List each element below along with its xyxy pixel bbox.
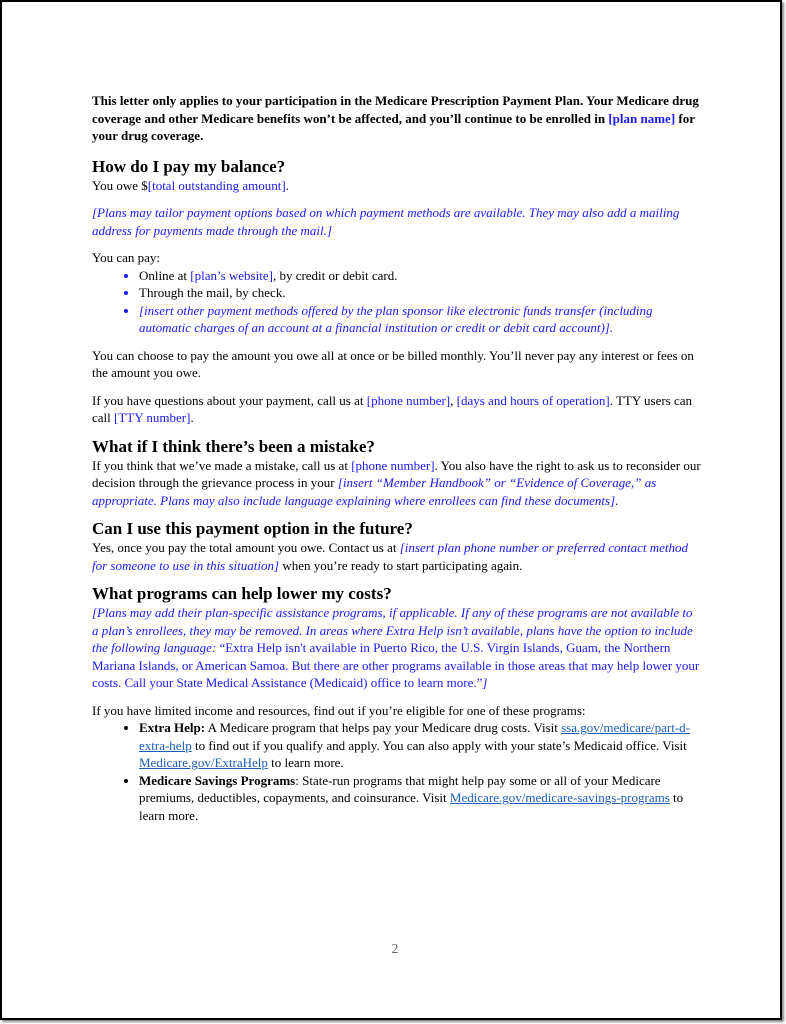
plan-website-placeholder: [plan’s website] bbox=[190, 267, 273, 283]
days-hours-placeholder: [days and hours of operation] bbox=[456, 392, 610, 408]
choose-paragraph: You can choose to pay the amount you owe all at once or be billed monthly. You’ll never pay any interest or fees on the amount you owe. bbox=[92, 347, 694, 380]
list-item: • [insert other payment methods offered by the plan sponsor like electronic funds transfer (including automatic charges of an account at a financial institution or credit or debit card account)]. bbox=[139, 302, 702, 337]
questions-paragraph: If you have questions about your payment, call us at [phone number], [days and hours of operation]. TTY users can call [TTY number]. bbox=[92, 392, 693, 425]
list-item: • Online at [plan’s website], by credit or debit card. bbox=[139, 267, 702, 285]
phone-number-placeholder: [phone number] bbox=[351, 457, 435, 473]
heading-future: Can I use this payment option in the future? bbox=[92, 519, 413, 538]
savings-programs-label: Medicare Savings Programs bbox=[139, 772, 296, 788]
ssa-extra-help-link[interactable]: ssa.gov/medicare/part-d-extra-help bbox=[139, 720, 690, 753]
tailor-note: [Plans may tailor payment options based on which payment methods are available. They may also add a mailing address for payments made through the mail.] bbox=[92, 205, 680, 238]
contact-method-placeholder: [insert plan phone number or preferred contact method for someone to use in this situation] bbox=[92, 540, 688, 573]
heading-pay-balance: How do I pay my balance? bbox=[92, 156, 286, 176]
tty-number-placeholder: [TTY number] bbox=[114, 410, 191, 425]
mistake-paragraph: If you think that we’ve made a mistake, call us at [phone number]. You also have the right to ask us to reconsider our decision through the grievance process in your [insert “Member Handbook” or “Evidence of Coverage,” as appropriate. Plans may also include language explaining where enrollees can find these documents]. bbox=[92, 457, 701, 508]
outstanding-amount-placeholder: [total outstanding amount] bbox=[147, 177, 286, 193]
plan-name-placeholder: [plan name] bbox=[608, 110, 676, 126]
can-pay-label: You can pay: bbox=[92, 250, 161, 265]
owe-line: You owe $[total outstanding amount]. bbox=[92, 177, 289, 193]
heading-mistake: What if I think there’s been a mistake? bbox=[92, 436, 375, 456]
intro-text-end: for your drug coverage. bbox=[92, 110, 695, 143]
phone-number-placeholder: [phone number] bbox=[366, 392, 451, 408]
limited-income-paragraph: If you have limited income and resources, find out if you’re eligible for one of these programs: bbox=[92, 702, 586, 718]
intro-text: This letter only applies to your participation in the Medicare Prescription Payment Plan. Your Medicare drug coverage and other Medicare benefits won’t be affected, and you’ll continue to be enrolled in bbox=[92, 93, 699, 126]
page-number: 2 bbox=[391, 942, 399, 957]
page-content bbox=[92, 92, 702, 824]
payment-methods-list bbox=[92, 267, 702, 337]
heading-programs: What programs can help lower my costs? bbox=[92, 584, 392, 603]
future-paragraph: Yes, once you pay the total amount you owe. Contact us at [insert plan phone number or preferred contact method for someone to use in this situation] when you’re ready to start participating again. bbox=[92, 540, 688, 573]
list-item: • Through the mail, by check. bbox=[139, 284, 702, 302]
programs-list bbox=[92, 719, 702, 824]
member-handbook-placeholder: [insert “Member Handbook” or “Evidence of Coverage,” as appropriate. Plans may also include language explaining where enrollees can find these documents] bbox=[92, 475, 657, 508]
extra-help-label: Extra Help: bbox=[139, 720, 206, 735]
list-item: • Medicare Savings Programs: State-run programs that might help pay some or all of your Medicare premiums, deductibles, copayments, and coinsurance. Visit Medicare.gov/medicare-savings-programs to learn more. bbox=[139, 772, 702, 825]
medicare-savings-programs-link[interactable]: Medicare.gov/medicare-savings-programs bbox=[449, 790, 670, 805]
list-item: • Extra Help: A Medicare program that helps pay your Medicare drug costs. Visit ssa.gov/medicare/part-d-extra-help to find out if you qualify and apply. You can also apply with your state’s Medicaid office. Visit Medicare.gov/ExtraHelp to learn more. bbox=[139, 719, 702, 772]
intro-paragraph bbox=[92, 92, 702, 145]
programs-note: [Plans may add their plan-specific assistance programs, if applicable. If any of these programs are not available to a plan’s enrollees, they may be removed. In areas where Extra Help isn’t available, plans have the option to include the following language: “Extra Help isn't available in Puerto Rico, the U.S. Virgin Islands, Guam, the Northern Mariana Islands, or American Samoa. But there are other programs available in those areas that may help lower your costs. Call your State Medical Assistance (Medicaid) office to learn more.”] bbox=[92, 605, 700, 690]
medicare-extra-help-link[interactable]: Medicare.gov/ExtraHelp bbox=[139, 755, 268, 770]
